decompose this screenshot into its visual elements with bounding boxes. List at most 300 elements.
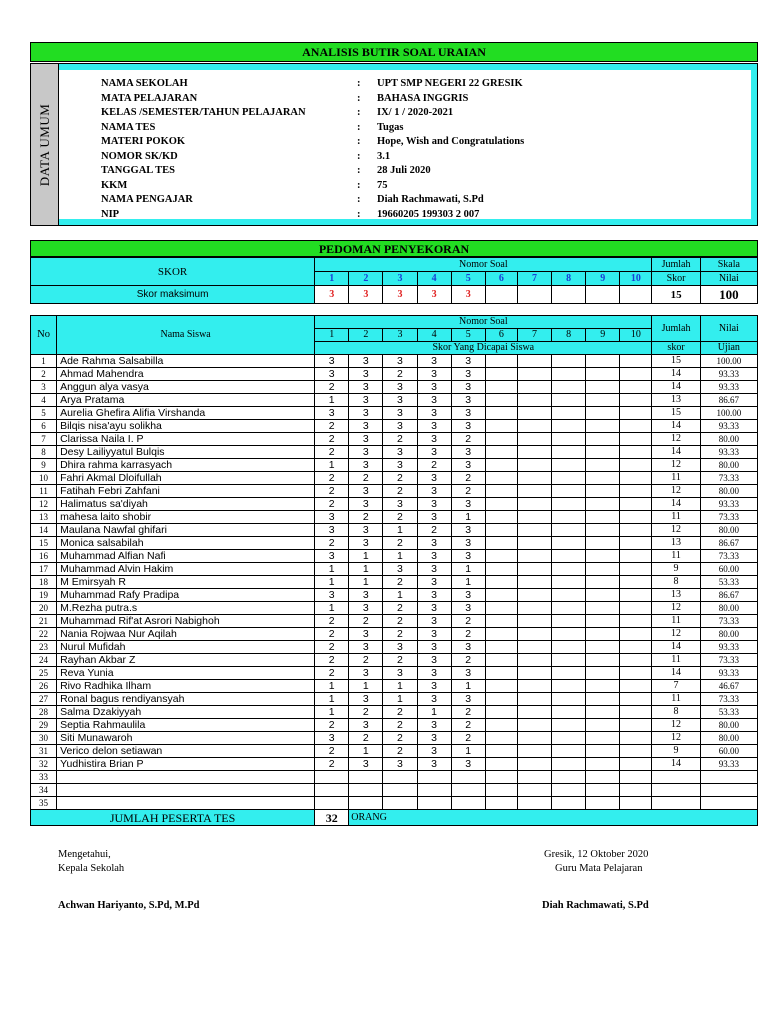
info-value: 28 Juli 2020 <box>377 165 431 176</box>
score-cell <box>517 628 551 641</box>
score-cell <box>552 797 586 810</box>
student-name: Septia Rahmaulila <box>57 719 315 732</box>
score-cell: 2 <box>315 719 349 732</box>
exam-grade: 73.33 <box>700 615 757 628</box>
table-row <box>31 602 758 615</box>
row-number: 8 <box>31 446 57 459</box>
score-cell: 1 <box>315 563 349 576</box>
total-score: 8 <box>652 576 700 589</box>
score-cell: 2 <box>417 524 451 537</box>
score-cell <box>485 797 517 810</box>
score-cell <box>620 524 652 537</box>
score-cell: 3 <box>383 459 417 472</box>
score-cell: 3 <box>451 446 485 459</box>
score-cell: 3 <box>417 355 451 368</box>
question-number: 8 <box>552 272 586 286</box>
score-cell <box>349 797 383 810</box>
score-cell <box>485 758 517 771</box>
score-cell <box>485 628 517 641</box>
participant-count-label: JUMLAH PESERTA TES <box>31 810 315 826</box>
score-cell <box>620 472 652 485</box>
score-cell: 3 <box>383 498 417 511</box>
info-value: Diah Rachmawati, S.Pd <box>377 194 484 205</box>
exam-grade: 73.33 <box>700 654 757 667</box>
student-name: Ronal bagus rendiyansyah <box>57 693 315 706</box>
score-cell: 2 <box>383 706 417 719</box>
score-cell: 1 <box>349 576 383 589</box>
score-cell <box>620 368 652 381</box>
score-cell <box>485 667 517 680</box>
score-cell <box>586 394 620 407</box>
row-number: 14 <box>31 524 57 537</box>
score-cell <box>485 355 517 368</box>
participant-count: 32 <box>315 810 349 826</box>
table-row <box>31 524 758 537</box>
score-cell <box>485 745 517 758</box>
score-cell <box>586 537 620 550</box>
score-cell: 2 <box>315 537 349 550</box>
score-cell <box>620 576 652 589</box>
score-cell: 3 <box>349 446 383 459</box>
score-cell <box>517 550 551 563</box>
student-name: Arya Pratama <box>57 394 315 407</box>
row-number: 15 <box>31 537 57 550</box>
row-number: 13 <box>31 511 57 524</box>
score-cell: 3 <box>451 537 485 550</box>
score-cell <box>485 537 517 550</box>
student-name: Nania Rojwaa Nur Aqilah <box>57 628 315 641</box>
row-number: 1 <box>31 355 57 368</box>
score-cell <box>552 498 586 511</box>
score-cell: 3 <box>417 381 451 394</box>
total-sub-header: skor <box>652 342 700 355</box>
score-cell: 2 <box>315 381 349 394</box>
score-cell <box>315 771 349 784</box>
score-cell: 1 <box>349 745 383 758</box>
table-row <box>31 381 758 394</box>
total-score: 14 <box>652 498 700 511</box>
score-cell <box>552 680 586 693</box>
score-cell <box>485 602 517 615</box>
row-number: 18 <box>31 576 57 589</box>
score-cell <box>620 641 652 654</box>
score-cell <box>620 394 652 407</box>
question-number: 4 <box>417 272 451 286</box>
score-cell: 3 <box>417 537 451 550</box>
student-name <box>57 797 315 810</box>
total-score: 11 <box>652 693 700 706</box>
score-cell: 3 <box>349 381 383 394</box>
score-cell <box>586 641 620 654</box>
score-cell <box>620 511 652 524</box>
score-cell: 2 <box>383 719 417 732</box>
total-score: 14 <box>652 641 700 654</box>
student-name: Siti Munawaroh <box>57 732 315 745</box>
score-cell: 2 <box>451 719 485 732</box>
info-value: 3.1 <box>377 150 391 162</box>
row-number: 6 <box>31 420 57 433</box>
exam-grade: 80.00 <box>700 433 757 446</box>
row-number: 4 <box>31 394 57 407</box>
score-cell: 3 <box>451 602 485 615</box>
score-cell: 3 <box>349 407 383 420</box>
score-cell: 2 <box>383 576 417 589</box>
score-cell: 3 <box>349 485 383 498</box>
score-cell <box>315 784 349 797</box>
row-number: 24 <box>31 654 57 667</box>
info-label: NAMA TES <box>101 121 156 133</box>
total-score: 13 <box>652 589 700 602</box>
score-cell <box>485 381 517 394</box>
max-score <box>517 286 551 304</box>
score-cell: 1 <box>383 524 417 537</box>
score-cell: 3 <box>417 498 451 511</box>
score-cell: 3 <box>451 459 485 472</box>
score-cell: 3 <box>451 524 485 537</box>
table-row <box>31 498 758 511</box>
table-row <box>31 537 758 550</box>
score-cell: 3 <box>315 511 349 524</box>
score-cell <box>349 771 383 784</box>
score-cell: 2 <box>383 732 417 745</box>
score-cell: 2 <box>315 472 349 485</box>
score-cell <box>620 433 652 446</box>
score-cell <box>451 784 485 797</box>
row-number: 21 <box>31 615 57 628</box>
score-cell <box>552 355 586 368</box>
score-cell: 3 <box>349 524 383 537</box>
score-cell <box>517 485 551 498</box>
score-cell <box>485 641 517 654</box>
score-cell: 2 <box>451 615 485 628</box>
table-row <box>31 615 758 628</box>
score-cell <box>620 602 652 615</box>
score-cell <box>620 667 652 680</box>
score-cell <box>552 537 586 550</box>
score-cell: 3 <box>417 589 451 602</box>
score-cell: 1 <box>451 576 485 589</box>
score-cell: 3 <box>451 589 485 602</box>
score-cell: 3 <box>451 355 485 368</box>
score-cell <box>517 797 551 810</box>
score-cell <box>620 355 652 368</box>
score-cell <box>485 576 517 589</box>
exam-grade: 93.33 <box>700 641 757 654</box>
exam-grade: 86.67 <box>700 394 757 407</box>
table-row <box>31 784 758 797</box>
score-cell: 2 <box>451 706 485 719</box>
question-number-header: Nomor Soal <box>315 258 652 272</box>
score-cell: 3 <box>383 563 417 576</box>
total-score: 12 <box>652 433 700 446</box>
score-cell: 3 <box>315 524 349 537</box>
row-number: 20 <box>31 602 57 615</box>
total-score: 9 <box>652 745 700 758</box>
score-cell <box>517 537 551 550</box>
score-cell <box>552 446 586 459</box>
score-cell: 2 <box>383 511 417 524</box>
score-cell: 3 <box>417 719 451 732</box>
table-row <box>31 446 758 459</box>
score-cell: 2 <box>315 446 349 459</box>
score-cell: 3 <box>417 394 451 407</box>
max-score <box>620 286 652 304</box>
score-cell <box>485 498 517 511</box>
score-cell <box>517 498 551 511</box>
student-name: Rayhan Akbar Z <box>57 654 315 667</box>
score-cell <box>552 641 586 654</box>
score-cell: 3 <box>349 628 383 641</box>
score-cell <box>586 433 620 446</box>
score-cell <box>586 693 620 706</box>
score-cell <box>517 563 551 576</box>
exam-grade: 93.33 <box>700 667 757 680</box>
score-cell <box>517 511 551 524</box>
row-number: 33 <box>31 771 57 784</box>
score-cell: 2 <box>417 459 451 472</box>
score-table <box>30 315 758 826</box>
score-cell: 2 <box>315 485 349 498</box>
score-cell: 3 <box>417 550 451 563</box>
row-number: 30 <box>31 732 57 745</box>
score-cell: 2 <box>315 758 349 771</box>
score-cell <box>552 654 586 667</box>
score-cell: 3 <box>315 407 349 420</box>
row-number: 5 <box>31 407 57 420</box>
info-colon: : <box>357 78 361 89</box>
score-cell <box>485 732 517 745</box>
score-cell: 3 <box>315 355 349 368</box>
total-score <box>652 771 700 784</box>
score-cell: 3 <box>451 758 485 771</box>
total-header: Jumlah <box>652 258 700 272</box>
score-cell <box>552 784 586 797</box>
score-cell <box>485 524 517 537</box>
student-name: Reva Yunia <box>57 667 315 680</box>
student-name: M Emirsyah R <box>57 576 315 589</box>
score-cell <box>517 719 551 732</box>
score-cell <box>586 784 620 797</box>
row-number: 9 <box>31 459 57 472</box>
total-sub-header: Skor <box>652 272 700 286</box>
score-cell: 1 <box>383 550 417 563</box>
score-cell <box>552 745 586 758</box>
score-cell: 2 <box>451 472 485 485</box>
score-cell: 2 <box>315 654 349 667</box>
info-value: Tugas <box>377 121 404 133</box>
score-cell: 2 <box>349 511 383 524</box>
question-number: 8 <box>552 329 586 342</box>
score-cell <box>586 355 620 368</box>
score-cell <box>517 472 551 485</box>
score-cell <box>552 667 586 680</box>
score-cell: 2 <box>451 732 485 745</box>
row-number: 17 <box>31 563 57 576</box>
exam-grade: 53.33 <box>700 576 757 589</box>
score-cell: 1 <box>417 706 451 719</box>
table-row <box>31 563 758 576</box>
student-name: Monica salsabilah <box>57 537 315 550</box>
score-cell <box>485 407 517 420</box>
score-cell <box>586 797 620 810</box>
score-cell <box>485 589 517 602</box>
score-cell <box>620 615 652 628</box>
score-cell: 2 <box>383 368 417 381</box>
score-cell: 3 <box>315 550 349 563</box>
total-score: 8 <box>652 706 700 719</box>
exam-grade: 93.33 <box>700 420 757 433</box>
score-cell: 3 <box>451 368 485 381</box>
question-number: 5 <box>451 329 485 342</box>
row-number: 26 <box>31 680 57 693</box>
score-cell: 3 <box>349 641 383 654</box>
score-cell: 3 <box>349 498 383 511</box>
info-value: BAHASA INGGRIS <box>377 92 469 104</box>
student-name: Aurelia Ghefira Alifia Virshanda <box>57 407 315 420</box>
max-score: 3 <box>349 286 383 304</box>
student-name: Desy Lailiyyatul Bulqis <box>57 446 315 459</box>
table-row <box>31 745 758 758</box>
score-cell <box>349 784 383 797</box>
exam-grade: 93.33 <box>700 381 757 394</box>
score-cell <box>517 745 551 758</box>
total-header <box>652 316 700 342</box>
score-cell <box>485 719 517 732</box>
score-cell: 3 <box>417 563 451 576</box>
table-row <box>31 589 758 602</box>
student-name: Verico delon setiawan <box>57 745 315 758</box>
principal-title: Kepala Sekolah <box>58 863 125 874</box>
question-number: 1 <box>315 272 349 286</box>
score-cell <box>586 446 620 459</box>
side-label: DATA UMUM <box>36 103 52 186</box>
score-cell <box>485 771 517 784</box>
row-number: 27 <box>31 693 57 706</box>
score-cell <box>517 394 551 407</box>
exam-grade: 86.67 <box>700 589 757 602</box>
info-colon: : <box>357 136 361 147</box>
score-cell <box>552 719 586 732</box>
student-name: Fatihah Febri Zahfani <box>57 485 315 498</box>
exam-grade: 80.00 <box>700 485 757 498</box>
score-cell <box>552 589 586 602</box>
info-value: Hope, Wish and Congratulations <box>377 136 525 147</box>
score-cell <box>517 784 551 797</box>
nilai-header-line1: Nilai <box>718 322 739 334</box>
question-number: 1 <box>315 329 349 342</box>
exam-grade: 46.67 <box>700 680 757 693</box>
question-number: 7 <box>517 329 551 342</box>
score-cell <box>586 563 620 576</box>
exam-grade: 100.00 <box>700 407 757 420</box>
table-row <box>31 654 758 667</box>
total-score: 7 <box>652 680 700 693</box>
score-cell <box>552 706 586 719</box>
table-row <box>31 693 758 706</box>
score-cell <box>620 498 652 511</box>
score-cell: 1 <box>383 589 417 602</box>
row-number: 22 <box>31 628 57 641</box>
total-score: 15 <box>652 407 700 420</box>
score-cell <box>552 628 586 641</box>
score-cell <box>586 706 620 719</box>
score-cell <box>620 784 652 797</box>
score-cell <box>552 602 586 615</box>
score-cell <box>586 771 620 784</box>
score-cell: 3 <box>417 407 451 420</box>
student-name: Muhammad Alfian Nafi <box>57 550 315 563</box>
score-cell <box>552 576 586 589</box>
total-score: 12 <box>652 459 700 472</box>
score-cell <box>586 368 620 381</box>
score-cell <box>620 550 652 563</box>
score-cell: 1 <box>451 745 485 758</box>
table-row <box>31 433 758 446</box>
table-row <box>31 420 758 433</box>
score-cell: 3 <box>383 641 417 654</box>
score-cell <box>586 485 620 498</box>
score-cell: 3 <box>417 511 451 524</box>
question-number: 9 <box>586 329 620 342</box>
score-cell <box>552 693 586 706</box>
row-number: 34 <box>31 784 57 797</box>
score-cell <box>517 771 551 784</box>
score-cell: 3 <box>349 758 383 771</box>
score-cell: 1 <box>315 680 349 693</box>
student-name: Halimatus sa'diyah <box>57 498 315 511</box>
score-cell: 3 <box>383 355 417 368</box>
score-cell: 3 <box>383 407 417 420</box>
total-score: 14 <box>652 446 700 459</box>
score-cell: 3 <box>417 576 451 589</box>
score-cell: 2 <box>315 615 349 628</box>
row-number: 29 <box>31 719 57 732</box>
score-cell <box>586 459 620 472</box>
total-score: 15 <box>652 355 700 368</box>
score-cell <box>315 797 349 810</box>
score-cell: 2 <box>383 433 417 446</box>
exam-grade <box>700 797 757 810</box>
student-name: Muhammad Rif'at Asrori Nabighoh <box>57 615 315 628</box>
exam-grade: 80.00 <box>700 524 757 537</box>
score-cell: 3 <box>349 537 383 550</box>
score-cell: 3 <box>383 446 417 459</box>
score-cell <box>383 784 417 797</box>
question-number: 10 <box>620 272 652 286</box>
place-date: Gresik, 12 Oktober 2020 <box>544 849 649 860</box>
score-cell <box>552 381 586 394</box>
table-row <box>31 550 758 563</box>
score-cell <box>620 680 652 693</box>
row-number: 10 <box>31 472 57 485</box>
score-cell <box>586 550 620 563</box>
score-cell: 2 <box>349 615 383 628</box>
score-cell: 3 <box>417 615 451 628</box>
exam-grade: 80.00 <box>700 719 757 732</box>
score-cell <box>517 667 551 680</box>
score-cell <box>485 563 517 576</box>
table-row <box>31 641 758 654</box>
score-cell <box>417 797 451 810</box>
score-cell <box>485 706 517 719</box>
score-cell <box>552 758 586 771</box>
row-number: 16 <box>31 550 57 563</box>
question-number: 3 <box>383 329 417 342</box>
exam-grade: 73.33 <box>700 693 757 706</box>
acknowledged-label: Mengetahui, <box>58 849 111 860</box>
score-cell <box>586 719 620 732</box>
score-cell <box>485 433 517 446</box>
